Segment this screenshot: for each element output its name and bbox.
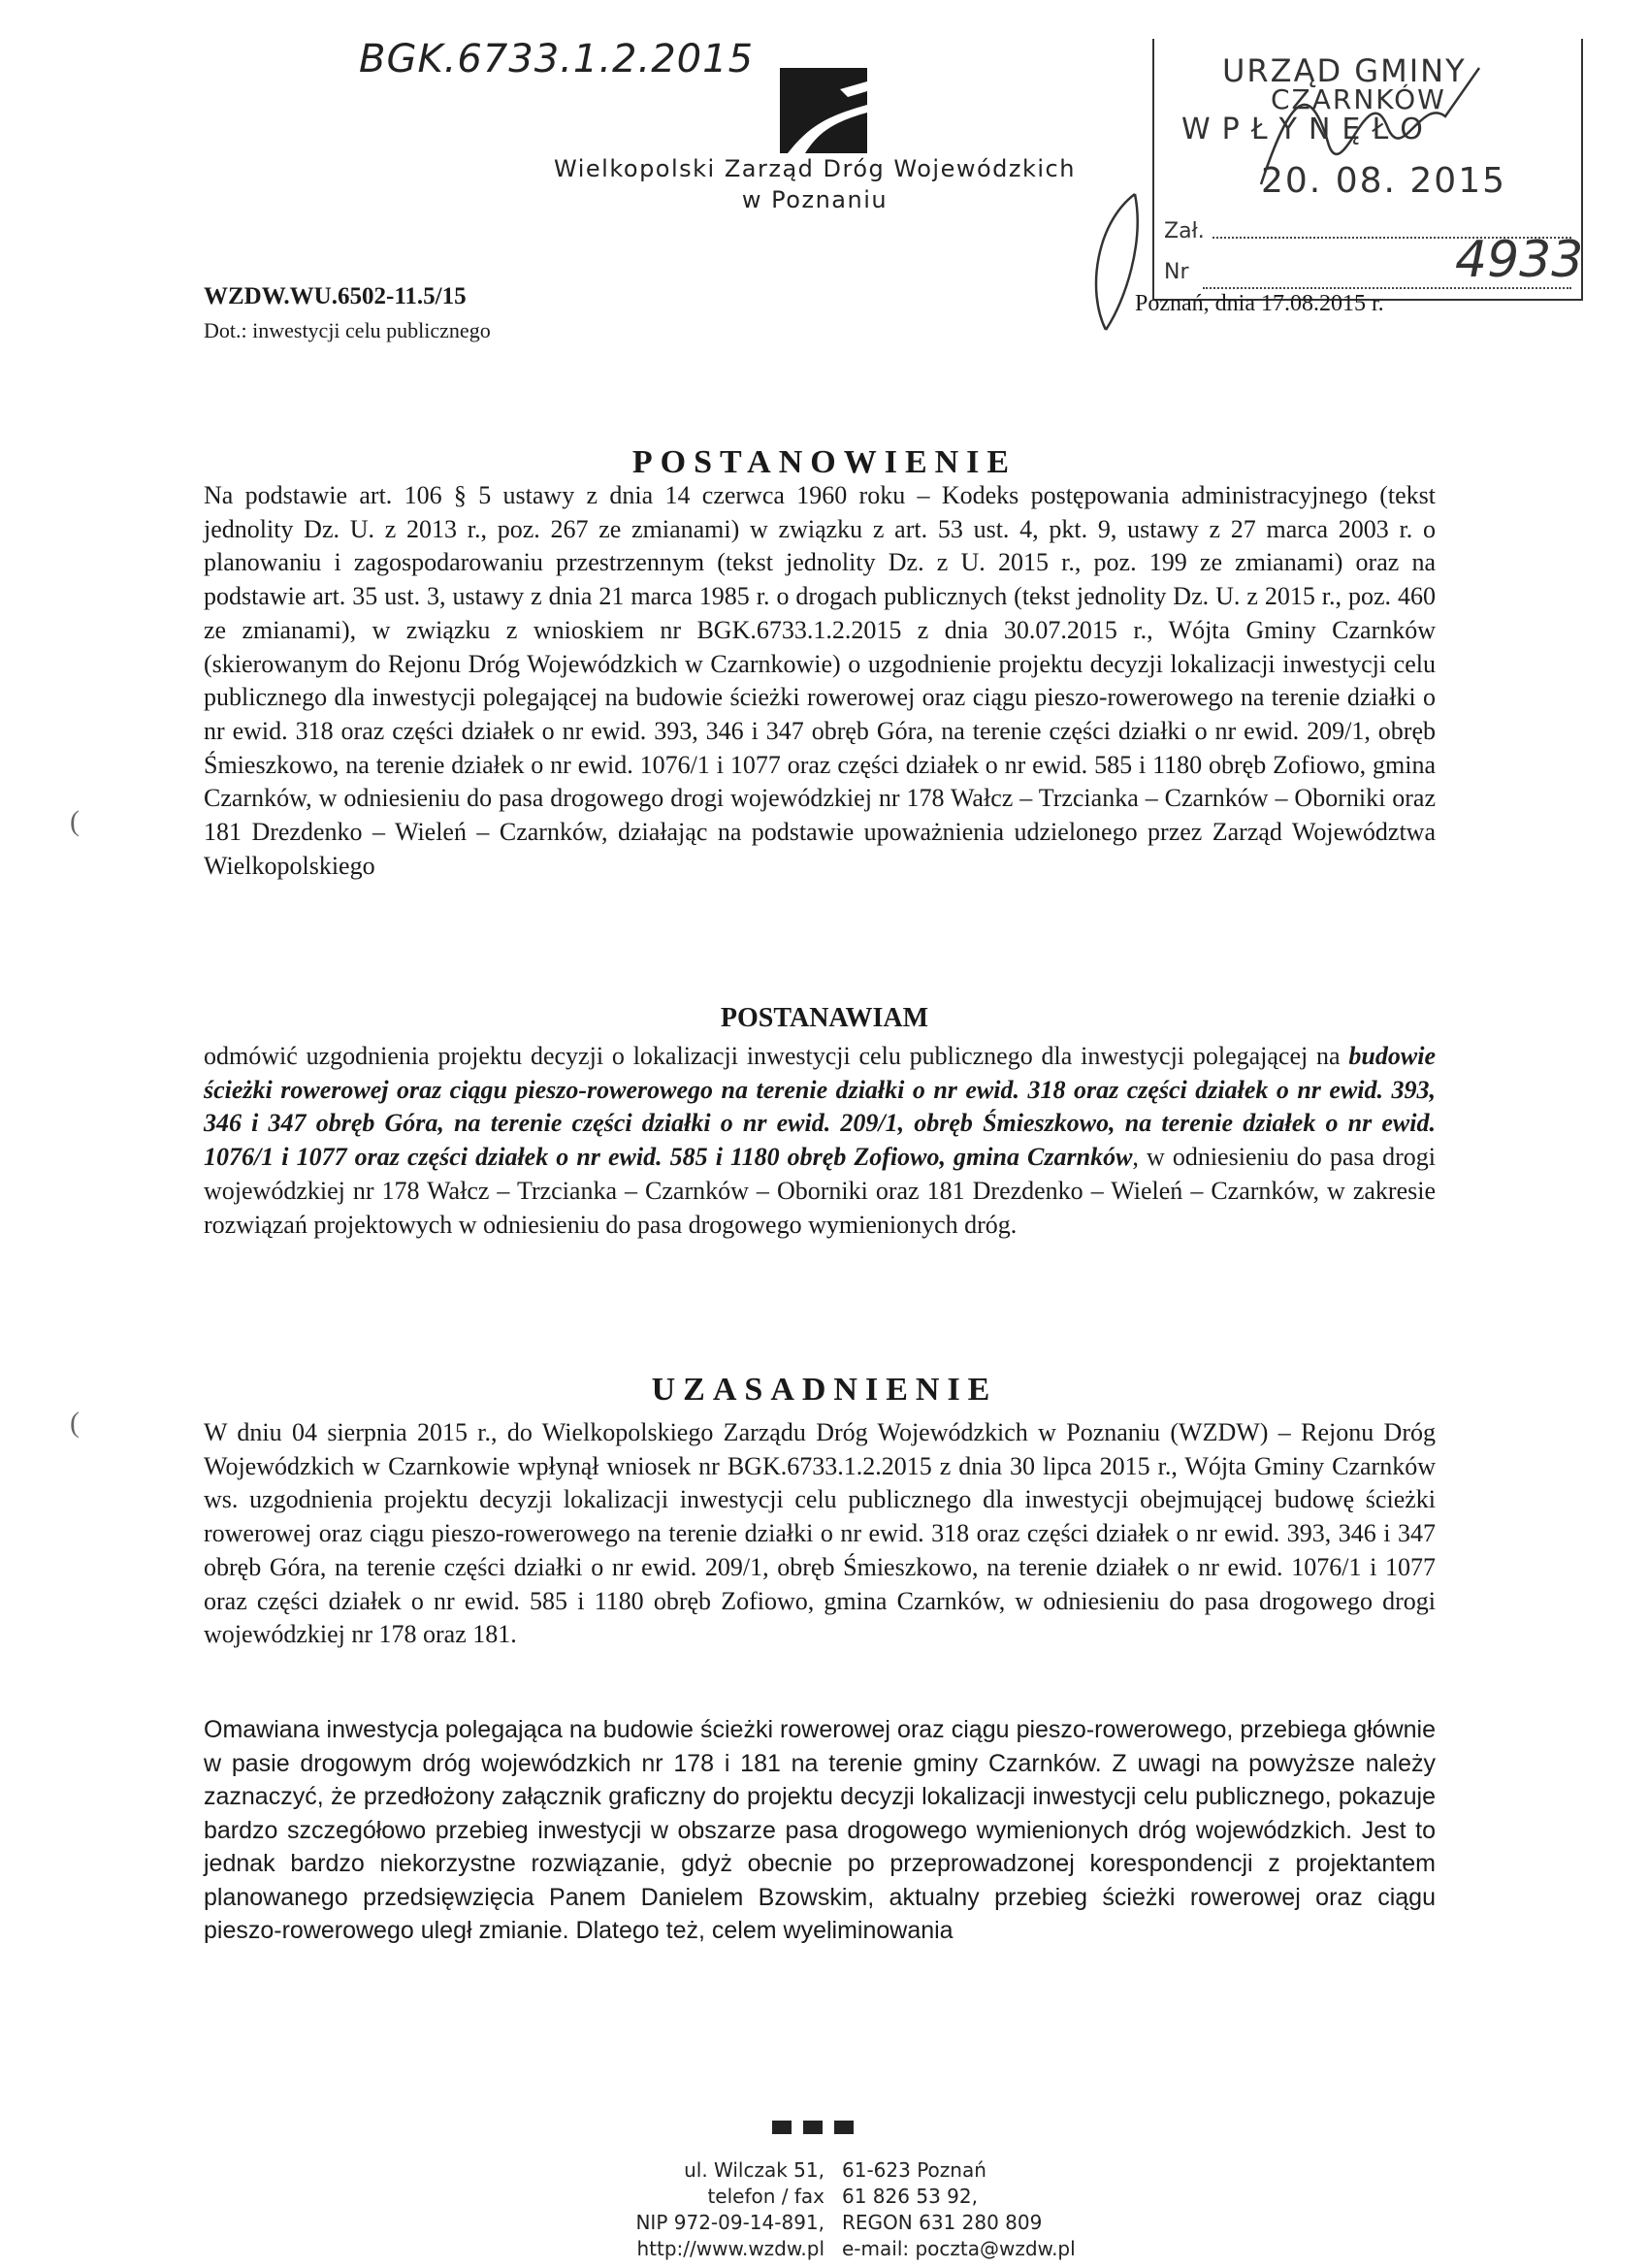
justification-paragraph-1: W dniu 04 sierpnia 2015 r., do Wielkopolskiego Zarządu Dróg Wojewódzkich w Poznaniu (WZDW) – Rejonu Dróg Wojewódzkich w Czarnkowie wpłynął wniosek nr BGK.6733.1.2.2015 z dnia 30 lipca 2015 r., Wójta Gminy Czarnków ws. uzgodnienia projektu decyzji lokalizacji inwestycji celu publicznego dla inwestycji obejmującej budowę ścieżki rowerowej oraz ciągu pieszo-rowerowego na terenie działki o nr ewid. 318 oraz części działek o nr ewid. 393, 346 i 347 obręb Góra, na terenie części działki o nr ewid. 209/1, obręb Śmieszkowo, na terenie działek o nr ewid. 1076/1 i 1077 oraz części działek o nr ewid. 585 i 1180 obręb Zofiowo, gmina Czarnków, w odniesieniu do pasa drogowego drogi wojewódzkiej nr 178 oraz 181.: [204, 1418, 1436, 1649]
stamp-office: URZĄD GMINY: [1222, 52, 1467, 89]
wzdw-logo: [780, 68, 867, 153]
footer-decoration: [772, 2121, 865, 2139]
legal-basis-paragraph: Na podstawie art. 106 § 5 ustawy z dnia 14 czerwca 1960 roku – Kodeks postępowania administracyjnego (tekst jednolity Dz. U. z 2013 r., poz. 267 ze zmianami) w związku z art. 53 ust. 4, pkt. 9, ustawy z 27 marca 2003 r. o planowaniu i zagospodarowaniu przestrzennym (tekst jednolity Dz. z U. 2015 r., poz. 199 ze zmianami) oraz na podstawie art. 35 ust. 3, ustawy z dnia 21 marca 1985 r. o drogach publicznych (tekst jednolity Dz. U. z 2015 r., poz. 460 ze zmianami), w związku z wnioskiem nr BGK.6733.1.2.2015 z dnia 30.07.2015 r., Wójta Gminy Czarnków (skierowanym do Rejonu Dróg Wojewódzkich w Czarnkowie) o uzgodnienie projektu decyzji lokalizacji inwestycji celu publicznego dla inwestycji polegającej na budowie ścieżki rowerowej oraz ciągu pieszo-rowerowego na terenie działki o nr ewid. 318 oraz części działek o nr ewid. 393, 346 i 347 obręb Góra, na terenie części działki o nr ewid. 209/1, obręb Śmieszkowo, na terenie działek o nr ewid. 1076/1 i 1077 oraz części działek o nr ewid. 585 i 1180 obręb Zofiowo, gmina Czarnków, w odniesieniu do pasa drogowego drogi wojewódzkiej nr 178 Wałcz – Trzcianka – Czarnków – Oborniki oraz 181 Drezdenko – Wieleń – Czarnków, działając na podstawie upoważnienia udzielonego przez Zarząd Województwa Wielkopolskiego: [204, 481, 1436, 880]
org-line-1: Wielkopolski Zarząd Dróg Wojewódzkich: [554, 155, 1076, 182]
footer-cell: 61-623 Poznań: [842, 2158, 986, 2182]
footer-email-link[interactable]: e-mail: poczta@wzdw.pl: [842, 2237, 1076, 2260]
case-number: WZDW.WU.6502-11.5/15: [204, 283, 467, 309]
footer-cell: 61 826 53 92,: [842, 2185, 978, 2208]
footer-cell: ul. Wilczak 51,: [684, 2158, 824, 2182]
subject-line: Dot.: inwestycji celu publicznego: [204, 318, 491, 342]
margin-mark: (: [70, 805, 80, 837]
margin-mark: (: [70, 1407, 80, 1439]
resolution-emphasis: budowie ścieżki rowerowej oraz ciągu pieszo-rowerowego na terenie działki o nr ewid. 318 oraz części działek o nr ewid. 393, 346 i 347 obręb Góra, na terenie części działki o nr ewid. 209/1, obręb Śmieszkowo, na terenie działek o nr ewid. 1076/1 i 1077 oraz części działek o nr ewid. 585 i 1180 obręb Zofiowo, gmina Czarnków: [204, 1042, 1436, 1172]
footer-contact: [543, 2157, 1133, 2262]
justification-title: UZASADNIENIE: [651, 1372, 998, 1408]
footer-square: [772, 2121, 792, 2134]
stamp-attachments-label: Zał.: [1164, 219, 1205, 243]
resolution-paragraph: [204, 1040, 1436, 1242]
stamp-municipality: CZARNKÓW: [1271, 83, 1446, 115]
stamp-number-value: 4933: [1455, 231, 1584, 289]
footer-square: [834, 2121, 854, 2134]
footer-row: [543, 2157, 1133, 2184]
footer-row: [543, 2210, 1133, 2236]
stamp-received: WPŁYNĘŁO: [1181, 113, 1435, 146]
footer-square: [803, 2121, 823, 2134]
stamp-number-label: Nr: [1164, 260, 1189, 284]
decision-title: POSTANOWIENIE: [631, 444, 1018, 480]
footer-cell: NIP 972-09-14-891,: [635, 2211, 824, 2234]
footer-cell: REGON 631 280 809: [842, 2211, 1043, 2234]
footer-row: [543, 2184, 1133, 2210]
organization-name: [466, 153, 1164, 215]
resolution-intro: odmówić uzgodnienia projektu decyzji o lokalizacji inwestycji celu publicznego dla inwestycji polegającej na: [204, 1042, 1349, 1070]
footer-website-link[interactable]: http://www.wzdw.pl: [636, 2237, 824, 2260]
footer-cell: telefon / fax: [707, 2185, 824, 2208]
justification-paragraph-2: Omawiana inwestycja polegająca na budowie ścieżki rowerowej oraz ciągu pieszo-rowerowego, przebiega głównie w pasie drogowym dróg wojewódzkich nr 178 i 181 na terenie gminy Czarnków. Z uwagi na powyższe należy zaznaczyć, że przedłożony załącznik graficzny do projektu decyzji lokalizacji inwestycji celu publicznego, pokazuje bardzo szczegółowo przebieg inwestycji w obszarze pasa drogowego wymienionych dróg wojewódzkich. Jest to jednak bardzo niekorzystne rozwiązanie, gdyż obecnie po przeprowadzonej korespondencji z projektantem planowanego przedsięwzięcia Panem Danielem Bzowskim, aktualny przebieg ścieżki rowerowej oraz ciągu pieszo-rowerowego uległ zmianie. Dlatego też, celem wyeliminowania: [204, 1716, 1436, 1944]
footer-row: [543, 2236, 1133, 2262]
org-line-2: w Poznaniu: [741, 186, 889, 213]
resolution-rest: , w odniesieniu do pasa drogi wojewódzkiej nr 178 Wałcz – Trzcianka – Czarnków – Oborniki oraz 181 Drezdenko – Wieleń – Czarnków, w zakresie rozwiązań projektowych w odniesieniu do pasa drogowego wymienionych dróg.: [204, 1143, 1436, 1239]
handwritten-reference: BGK.6733.1.2.2015: [359, 37, 755, 81]
handwritten-signature: [1251, 58, 1484, 204]
stamp-date: 20. 08. 2015: [1261, 161, 1507, 201]
resolution-heading: POSTANAWIAM: [720, 1003, 929, 1033]
place-and-date: Poznań, dnia 17.08.2015 r.: [1135, 291, 1384, 316]
